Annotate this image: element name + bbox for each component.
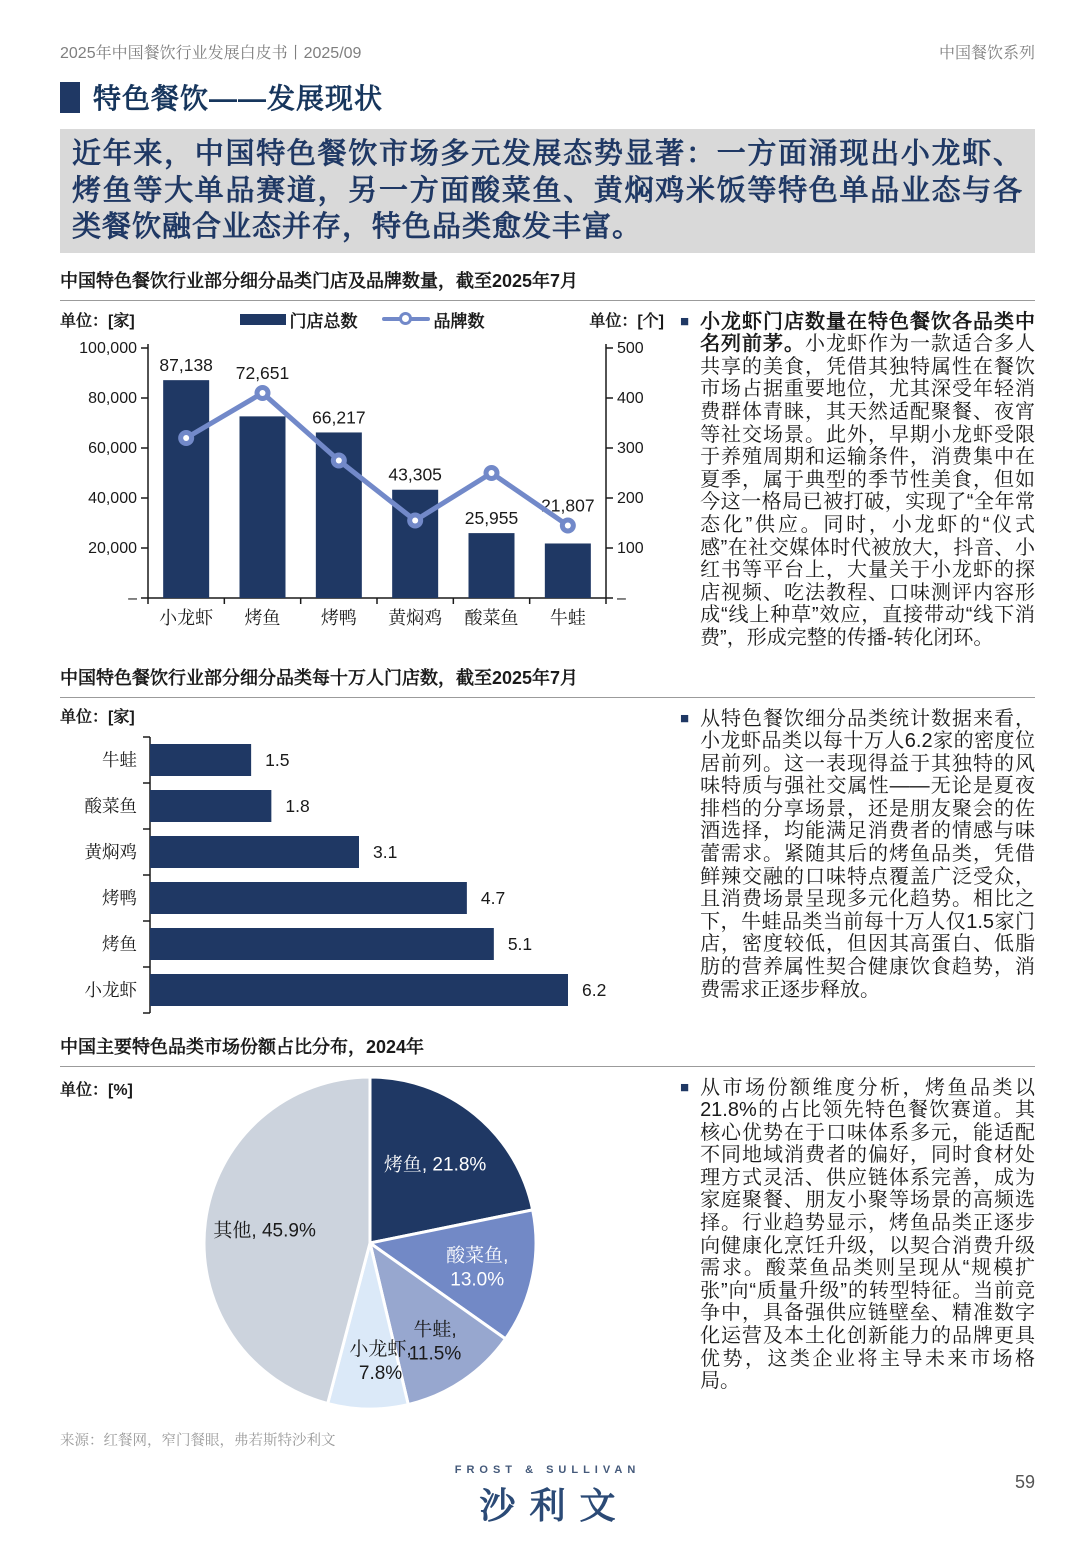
chart1-unit-right: 单位：[个] — [589, 312, 664, 330]
category-label: 小龙虾 — [159, 607, 214, 628]
bar-value-label: 21,807 — [541, 495, 595, 516]
category-label: 烤鸭 — [320, 607, 357, 628]
chart2-unit: 单位：[家] — [60, 708, 135, 726]
chart3-title: 中国主要特色品类市场份额占比分布，2024年 — [60, 1033, 1035, 1067]
chart1-unit-left: 单位：[家] — [60, 312, 135, 330]
right-axis-tick: 200 — [617, 489, 644, 507]
chart1-column — [60, 301, 664, 650]
horizontal-bar-chart — [60, 727, 664, 1019]
pie-label: 11.5% — [408, 1342, 462, 1364]
chart1-units-row — [60, 307, 664, 332]
intro-highlight: 近年来，中国特色餐饮市场多元发展态势显著：一方面涌现出小龙虾、烤鱼等大单品赛道，另一方面酸菜鱼、黄焖鸡米饭等特色单品业态与各类餐饮融合业态并存，特色品类愈发丰富。 — [60, 129, 1035, 253]
commentary-2-text: 从特色餐饮细分品类统计数据来看，小龙虾品类以每十万人6.2家的密度位居前列。这一表现得益于其独特的风味特质与强社交属性——无论是夏夜排档的分享场景，还是朋友聚会的佐酒选择，均能满足消费者的情感与味蕾需求。紧随其后的烤鱼品类，凭借鲜辣交融的口味特点覆盖广泛受众，且消费场景呈现多元化趋势。相比之下，牛蛙品类当前每十万人仅1.5家门店，密度较低，但因其高蛋白、低脂肪的营养属性契合健康饮食趋势，消费需求正逐步释放。 — [700, 707, 1035, 1001]
left-axis-tick: – — [128, 589, 137, 607]
left-axis-tick: 20,000 — [88, 539, 137, 557]
right-axis-tick: 400 — [617, 389, 644, 407]
title-square-marker — [60, 82, 80, 113]
store-count-bar — [240, 416, 286, 598]
category-label: 黄焖鸡 — [388, 607, 443, 628]
page-title: 特色餐饮——发展现状 — [93, 83, 384, 114]
density-bar — [150, 882, 467, 914]
commentary-1 — [680, 311, 1035, 650]
store-count-bar — [469, 533, 515, 598]
bar-value-label: 66,217 — [312, 407, 366, 428]
density-bar — [150, 744, 251, 776]
page-header — [60, 40, 1035, 63]
chart1-legend — [135, 307, 590, 332]
left-axis-tick: 60,000 — [88, 439, 137, 457]
category-label: 酸菜鱼 — [464, 607, 519, 628]
category-label: 烤鱼 — [244, 607, 281, 628]
left-axis-tick: 100,000 — [79, 339, 137, 357]
density-bar — [150, 928, 494, 960]
chart2-title: 中国特色餐饮行业部分细分品类每十万人门店数，截至2025年7月 — [60, 664, 1035, 698]
frost-sullivan-logo — [455, 1464, 641, 1529]
bar-value-label: 3.1 — [373, 841, 398, 862]
category-label: 酸菜鱼 — [84, 795, 137, 816]
bar-value-label: 1.5 — [265, 749, 290, 770]
pie-chart — [60, 1067, 664, 1415]
left-axis-tick: 80,000 — [88, 389, 137, 407]
pie-label: 烤鱼, 21.8% — [383, 1153, 487, 1175]
category-label: 牛蛙 — [102, 749, 137, 770]
header-right: 中国餐饮系列 — [938, 45, 1035, 62]
pie-label: 7.8% — [358, 1362, 403, 1384]
page-number: 59 — [1014, 1471, 1035, 1492]
bar-value-label: 43,305 — [388, 464, 442, 485]
pie-label: 牛蛙, — [413, 1318, 457, 1340]
store-count-bar — [163, 380, 209, 598]
bar-value-label: 87,138 — [159, 354, 213, 375]
chart2-column — [60, 698, 664, 1019]
commentary-3 — [680, 1077, 1035, 1393]
header-left: 2025年中国餐饮行业发展白皮书丨2025/09 — [60, 45, 362, 62]
bar-value-label: 5.1 — [507, 933, 533, 954]
chart3-unit: 单位：[%] — [60, 1081, 133, 1099]
section-store-brand-counts — [60, 267, 1035, 650]
logo-cn: 沙利文 — [479, 1484, 630, 1526]
square-bullet-icon: ■ — [680, 709, 690, 727]
bar-swatch-icon — [240, 314, 286, 325]
left-axis-tick: 40,000 — [88, 489, 137, 507]
right-axis-tick: 100 — [617, 539, 644, 557]
pie-label: 小龙虾, — [349, 1338, 412, 1360]
category-label: 牛蛙 — [549, 607, 586, 628]
combo-bar-line-chart — [60, 332, 664, 644]
page-footer — [60, 1456, 1035, 1552]
commentary-3-text: 从市场份额维度分析，烤鱼品类以21.8%的占比领先特色餐饮赛道。其核心优势在于口味体系多元，能适配不同地域消费者的偏好，同时食材处理方式灵活、供应链体系完善，成为家庭聚餐、朋友小聚等场景的高频选择。行业趋势显示，烤鱼品类正逐步向健康化烹饪升级，以契合消费升级需求。酸菜鱼品类则呈现从“规模扩张”向“质量升级”的转型特征。当前竞争中，具备强供应链壁垒、精准数字化运营及本土化创新能力的品牌更具优势，这类企业将主导未来市场格局。 — [700, 1076, 1035, 1393]
logo-wordmark: FROST & SULLIVAN — [454, 1463, 641, 1476]
category-label: 小龙虾 — [84, 979, 137, 1000]
pie-label: 酸菜鱼, — [446, 1245, 509, 1267]
legend-label-brands: 品牌数 — [433, 311, 485, 331]
category-label: 烤鱼 — [102, 933, 137, 954]
legend-item-brands — [382, 307, 485, 332]
bar-value-label: 25,955 — [464, 507, 519, 528]
right-axis-tick: 300 — [617, 439, 644, 457]
bar-value-label: 72,651 — [235, 362, 290, 383]
pie-label: 其他, 45.9% — [213, 1219, 316, 1241]
legend-item-stores — [240, 307, 358, 332]
category-label: 黄焖鸡 — [84, 841, 137, 862]
line-marker-swatch-icon — [382, 312, 430, 326]
commentary-1-text: 小龙虾门店数量在特色餐饮各品类中名列前茅。小龙虾作为一款适合多人共享的美食，凭借其独特属性在餐饮市场占据重要地位，尤其深受年轻消费群体青睐，其天然适配聚餐、夜宵等社交场景。此外，早期小龙虾受限于养殖周期和运输条件，消费集中在夏季，属于典型的季节性美食，但如今这一格局已被打破，实现了“全年常态化”供应。同时，小龙虾的“仪式感”在社交媒体时代被放大，抖音、小红书等平台上，大量关于小龙虾的探店视频、吃法教程、口味测评内容形成“线上种草”效应，直接带动“线下消费”，形成完整的传播-转化闭环。 — [700, 310, 1036, 649]
section-title-row — [60, 77, 1035, 117]
category-label: 烤鸭 — [102, 887, 137, 908]
density-bar — [150, 790, 271, 822]
section-density-per-100k — [60, 664, 1035, 1019]
pie-label: 13.0% — [450, 1269, 505, 1291]
section-market-share — [60, 1033, 1035, 1415]
square-bullet-icon: ■ — [680, 312, 690, 330]
chart3-column — [60, 1067, 664, 1415]
bar-value-label: 1.8 — [285, 795, 310, 816]
source-note: 来源：红餐网，窄门餐眼，弗若斯特沙利文 — [60, 1432, 336, 1449]
bar-value-label: 4.7 — [480, 887, 506, 908]
square-bullet-icon: ■ — [680, 1078, 690, 1096]
density-bar — [150, 974, 568, 1006]
right-axis-tick: – — [617, 589, 626, 607]
commentary-2 — [680, 708, 1035, 1002]
right-axis-tick: 500 — [617, 339, 644, 357]
density-bar — [150, 836, 359, 868]
chart1-title: 中国特色餐饮行业部分细分品类门店及品牌数量，截至2025年7月 — [60, 267, 1035, 301]
store-count-bar — [545, 543, 591, 598]
chart2-units-row — [60, 704, 664, 727]
legend-label-stores: 门店总数 — [289, 311, 358, 331]
bar-value-label: 6.2 — [582, 979, 607, 1000]
